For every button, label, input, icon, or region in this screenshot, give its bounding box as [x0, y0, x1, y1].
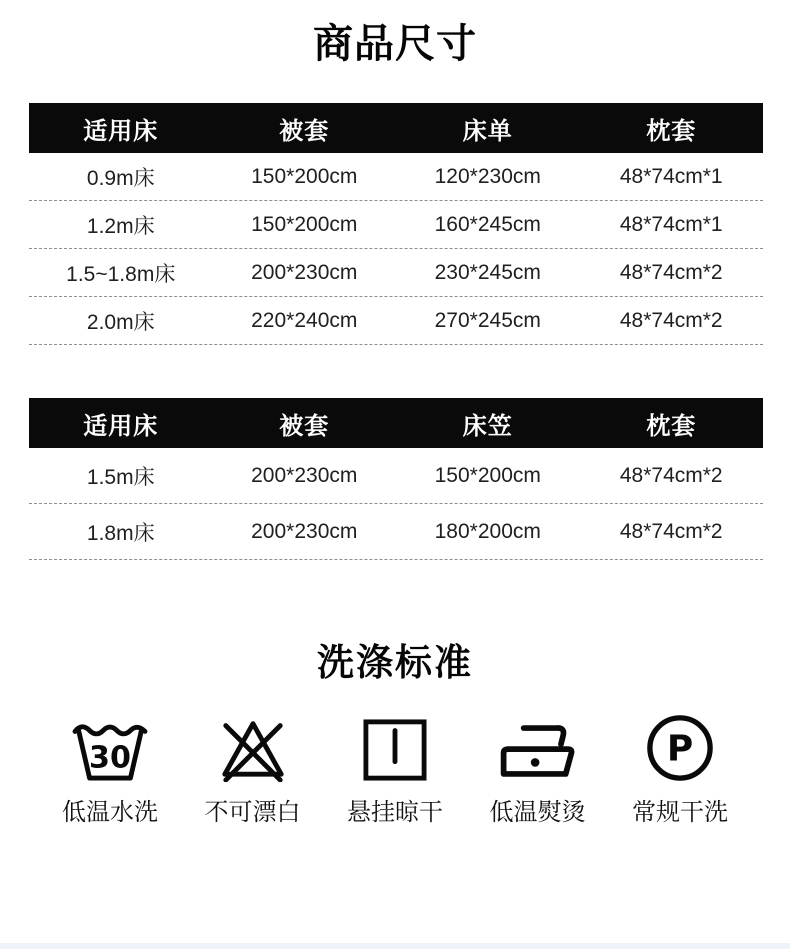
table-row [29, 249, 763, 297]
column-header-pillowcase: 枕套 [646, 117, 697, 145]
care-item-hang-dry [343, 708, 447, 827]
wash-30-icon [68, 708, 152, 782]
cell-duvet-size: 200*230cm [251, 260, 358, 284]
iron-low-heat-icon [495, 708, 581, 782]
cell-sheet-size: 160*245cm [434, 212, 541, 236]
cell-duvet-size: 200*230cm [251, 463, 358, 487]
cell-pillow-size: 48*74cm*2 [619, 308, 723, 332]
column-header-bed: 适用床 [83, 412, 159, 440]
care-item-iron [486, 708, 590, 827]
column-header-duvet-cover: 被套 [279, 412, 330, 440]
column-header-fitted-sheet: 床笠 [462, 412, 513, 440]
cell-sheet-size: 120*230cm [434, 164, 541, 188]
table-row [29, 201, 763, 249]
cell-pillow-size: 48*74cm*1 [619, 164, 723, 188]
cell-bed-size: 1.5m床 [86, 465, 155, 489]
cell-pillow-size: 48*74cm*2 [619, 463, 723, 487]
cell-duvet-size: 220*240cm [251, 308, 358, 332]
care-item-wash [58, 708, 162, 827]
cell-fitted-size: 150*200cm [434, 463, 541, 487]
cell-duvet-size: 150*200cm [251, 212, 358, 236]
cell-bed-size: 1.8m床 [86, 521, 155, 545]
size-table-fitted-sheet-set [29, 398, 763, 560]
wash-standard-title: 洗涤标准 [317, 642, 473, 683]
no-bleach-icon [214, 708, 292, 782]
wash-temp-value: 30 [89, 740, 131, 776]
column-header-pillowcase: 枕套 [646, 412, 697, 440]
page-title: 商品尺寸 [313, 22, 477, 66]
care-symbols-row [58, 708, 732, 827]
cell-pillow-size: 48*74cm*2 [619, 519, 723, 543]
cell-bed-size: 0.9m床 [86, 166, 155, 190]
table-row [29, 153, 763, 201]
table-row [29, 504, 763, 560]
care-item-dry-clean [628, 708, 732, 827]
column-header-flat-sheet: 床单 [462, 117, 513, 145]
cell-pillow-size: 48*74cm*1 [619, 212, 723, 236]
care-label: 悬挂晾干 [347, 799, 443, 826]
cell-sheet-size: 270*245cm [434, 308, 541, 332]
column-header-duvet-cover: 被套 [279, 117, 330, 145]
table-row [29, 448, 763, 504]
column-header-bed: 适用床 [83, 117, 159, 145]
bottom-divider-strip [0, 943, 790, 949]
cell-bed-size: 1.5~1.8m床 [66, 262, 176, 286]
cell-duvet-size: 200*230cm [251, 519, 358, 543]
cell-bed-size: 1.2m床 [86, 214, 155, 238]
care-label: 不可漂白 [204, 799, 301, 826]
hang-dry-icon [362, 708, 428, 782]
table-header-row [29, 103, 763, 153]
cell-sheet-size: 230*245cm [434, 260, 541, 284]
dry-clean-letter: P [666, 728, 694, 770]
cell-duvet-size: 150*200cm [251, 164, 358, 188]
cell-pillow-size: 48*74cm*2 [619, 260, 723, 284]
dry-clean-p-icon [646, 708, 714, 782]
care-item-no-bleach [201, 708, 305, 827]
size-table-sheet-set [29, 103, 763, 345]
cell-fitted-size: 180*200cm [434, 519, 541, 543]
care-label: 常规干洗 [632, 799, 728, 826]
care-label: 低温熨烫 [489, 799, 586, 826]
table-header-row [29, 398, 763, 448]
cell-bed-size: 2.0m床 [86, 310, 155, 334]
care-label: 低温水洗 [62, 799, 158, 826]
table-row [29, 297, 763, 345]
